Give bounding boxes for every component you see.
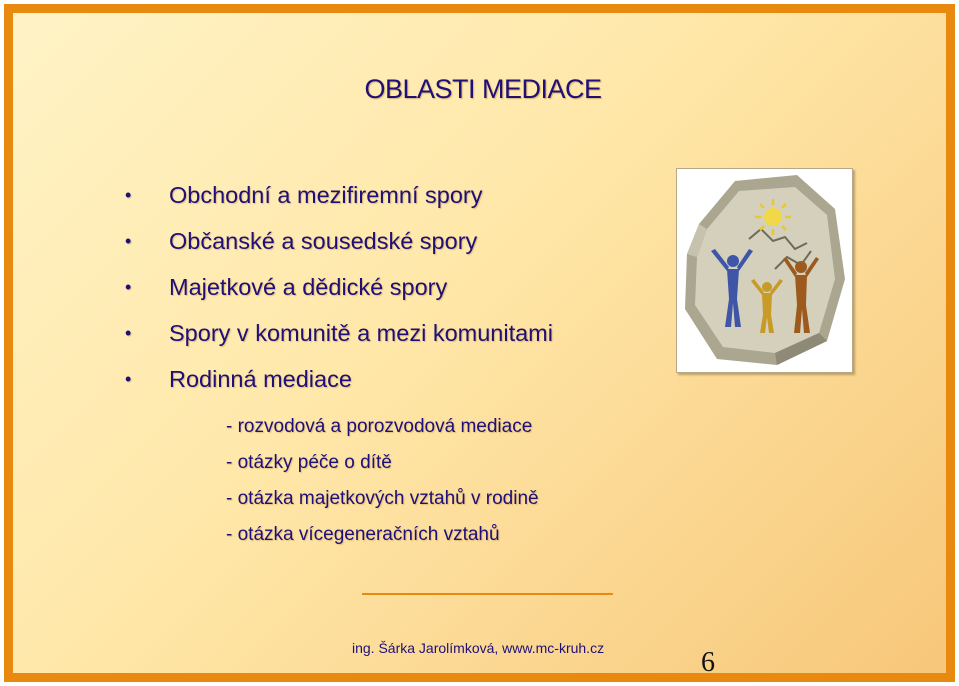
bullet-item (125, 270, 553, 316)
bullet-text: Spory v komunitě a mezi komunitami (169, 320, 553, 346)
page-number: 6 (701, 647, 715, 678)
bullet-item (125, 224, 553, 270)
bullet-item (125, 362, 553, 408)
bullet-text: Majetkové a dědické spory (169, 274, 448, 300)
bullet-dot: • (125, 185, 132, 205)
slide-title: OBLASTI MEDIACE (364, 74, 602, 104)
bullet-dot: • (125, 323, 132, 343)
sub-item: - otázka majetkových vztahů v rodině (226, 488, 539, 509)
bullet-dot: • (125, 369, 132, 389)
clipart-image (676, 168, 853, 373)
bullet-dot: • (125, 277, 132, 297)
bullet-dot: • (125, 231, 132, 251)
stone-tablet-figures-sun-icon (677, 169, 852, 372)
footer-text: ing. Šárka Jarolímková, www.mc-kruh.cz (352, 640, 605, 656)
sub-item-list (226, 413, 539, 557)
bullet-list (125, 178, 553, 408)
sub-item: - rozvodová a porozvodová mediace (226, 416, 533, 437)
divider-line (362, 593, 613, 595)
bullet-item (125, 178, 553, 224)
bullet-item (125, 316, 553, 362)
bullet-text: Rodinná mediace (169, 366, 352, 392)
slide (4, 4, 955, 682)
bullet-text: Obchodní a mezifiremní spory (169, 182, 483, 208)
sub-item: - otázky péče o dítě (226, 452, 392, 473)
sub-item: - otázka vícegeneračních vztahů (226, 524, 500, 545)
bullet-text: Občanské a sousedské spory (169, 228, 478, 254)
